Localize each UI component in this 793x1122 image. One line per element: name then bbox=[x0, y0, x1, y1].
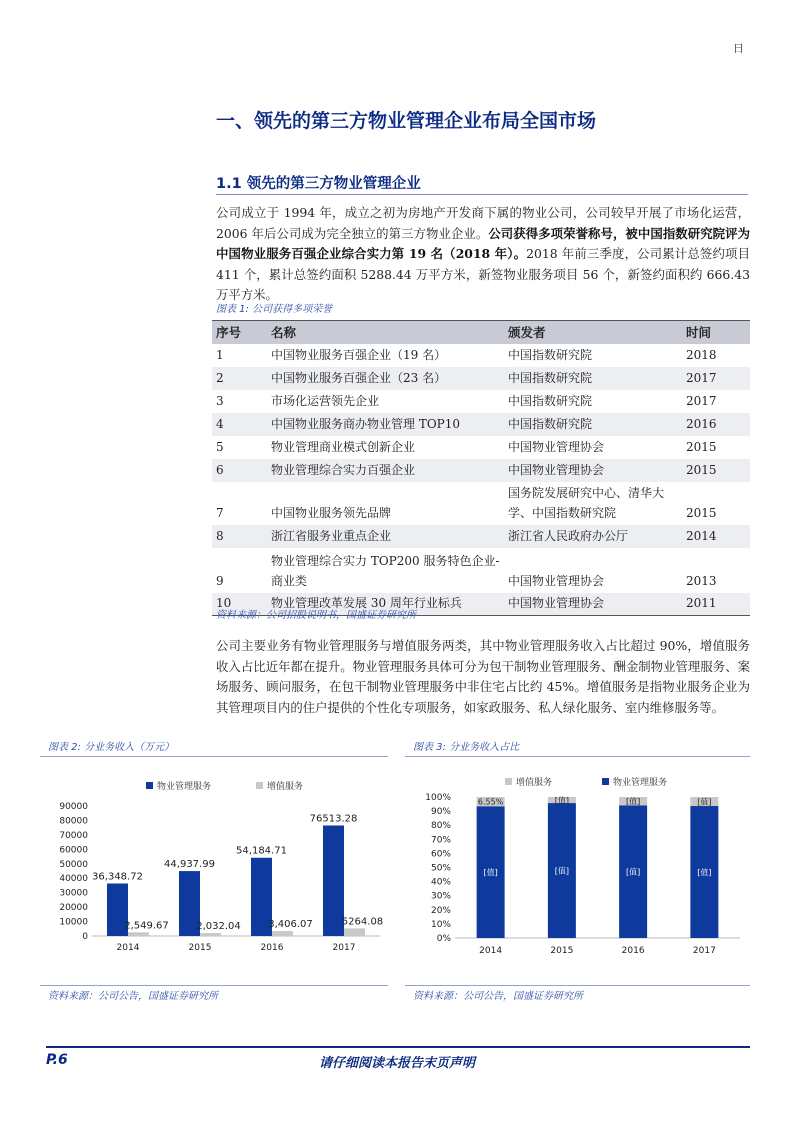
cell-no: 1 bbox=[216, 347, 224, 362]
cell-no: 6 bbox=[212, 459, 267, 482]
cell-issuer: 浙江省人民政府办公厅 bbox=[504, 525, 682, 548]
y-tick-label: 0 bbox=[82, 932, 88, 942]
x-tick-label: 2014 bbox=[479, 946, 503, 956]
data-label: [值] bbox=[697, 868, 712, 878]
table-row bbox=[212, 459, 750, 482]
y-tick-label: 50% bbox=[430, 863, 451, 874]
bar-value-added bbox=[344, 928, 365, 936]
cell-name: 中国物业服务领先品牌 bbox=[271, 505, 392, 520]
footer-divider bbox=[46, 1046, 750, 1048]
data-label: 76513.28 bbox=[309, 813, 358, 825]
y-tick-label: 20000 bbox=[59, 903, 88, 914]
x-tick-label: 2014 bbox=[116, 943, 140, 953]
header-name: 名称 bbox=[267, 321, 504, 344]
y-tick-label: 90000 bbox=[59, 802, 88, 812]
legend-label: 增值服务 bbox=[267, 782, 304, 792]
x-tick-label: 2017 bbox=[332, 943, 356, 953]
cell-issuer: 国务院发展研究中心、清华大学、中国指数研究院 bbox=[508, 485, 665, 520]
header-year: 时间 bbox=[682, 321, 750, 344]
y-tick-label: 60% bbox=[430, 849, 451, 860]
cell-issuer: 中国指数研究院 bbox=[508, 393, 593, 408]
y-tick-label: 30% bbox=[430, 891, 451, 902]
table-row bbox=[212, 413, 750, 436]
cell-name: 市场化运营领先企业 bbox=[271, 393, 380, 408]
revenue-share-chart bbox=[405, 760, 750, 982]
table-row bbox=[212, 344, 750, 367]
cell-year: 2017 bbox=[686, 393, 717, 408]
x-tick-label: 2016 bbox=[621, 946, 645, 956]
subsection-divider bbox=[216, 194, 748, 195]
cell-no: 2 bbox=[212, 367, 267, 390]
y-tick-label: 0% bbox=[436, 934, 451, 944]
intro-text-1: 公司成立于 1994 年，成立之初为房地产开发商下属的物业公司，公司较早开展了市场化运营，2006 年后公司成为完全独立的第三方物业企业。 bbox=[216, 205, 750, 241]
subsection-title: 1.1 领先的第三方物业管理企业 bbox=[216, 176, 421, 192]
y-tick-label: 80000 bbox=[59, 816, 88, 827]
table-row bbox=[212, 367, 750, 390]
table-row bbox=[212, 436, 750, 459]
cell-year: 2013 bbox=[686, 573, 717, 588]
y-tick-label: 80% bbox=[430, 821, 451, 832]
cell-no: 9 bbox=[216, 573, 224, 588]
x-tick-label: 2015 bbox=[188, 943, 212, 953]
footer-disclaimer: 请仔细阅读本报告末页声明 bbox=[318, 1056, 475, 1071]
y-tick-label: 70% bbox=[430, 835, 451, 846]
chart3-caption: 图表 3: 分业务收入占比 bbox=[413, 742, 520, 753]
data-label: 2,549.67 bbox=[124, 920, 169, 932]
cell-issuer: 中国指数研究院 bbox=[504, 413, 682, 436]
business-paragraph bbox=[216, 636, 750, 718]
cell-issuer: 中国物业管理协会 bbox=[508, 573, 605, 588]
data-label: 44,937.99 bbox=[164, 859, 215, 871]
chart2-caption: 图表 2: 分业务收入（万元） bbox=[48, 742, 175, 753]
y-tick-label: 50000 bbox=[59, 859, 88, 870]
intro-text-2: 2018 年前三季度，公司累计总签约项目 411 个，累计总签约面积 5288.44 万平方米，新签物业服务项目 56 个，新签约面积约 666.43 万平方米。 bbox=[216, 246, 750, 302]
bar-value-added bbox=[128, 932, 149, 936]
cell-name: 物业管理商业模式创新企业 bbox=[271, 439, 416, 454]
cell-no: 7 bbox=[216, 505, 224, 520]
x-tick-label: 2017 bbox=[692, 946, 716, 956]
section-title: 一、领先的第三方物业管理企业布局全国市场 bbox=[216, 110, 597, 132]
legend-swatch bbox=[602, 778, 609, 785]
cell-year: 2015 bbox=[686, 439, 717, 454]
data-label: [值] bbox=[554, 796, 569, 806]
y-tick-label: 40% bbox=[430, 877, 451, 888]
data-label: 36,348.72 bbox=[92, 871, 143, 883]
data-label: 6.55% bbox=[477, 797, 504, 807]
cell-year: 2016 bbox=[682, 413, 750, 436]
data-label: 5264.08 bbox=[341, 916, 384, 928]
cell-no: 4 bbox=[212, 413, 267, 436]
table-row bbox=[212, 548, 750, 593]
cell-year: 2015 bbox=[686, 505, 717, 520]
business-text-2: 增值服务是指物业服务企业为其管理项目内的住户提供的个性化专项服务，如家政服务、私人绿化服务、室内维修服务等。 bbox=[216, 679, 751, 715]
cell-issuer: 中国物业管理协会 bbox=[504, 459, 682, 482]
chart3-source: 资料来源：公司公告，国盛证券研究所 bbox=[413, 991, 583, 1002]
data-label: 3,406.07 bbox=[268, 919, 313, 931]
table-row bbox=[212, 390, 750, 413]
y-tick-label: 10% bbox=[430, 919, 451, 930]
data-label: [值] bbox=[626, 797, 641, 807]
data-label: [值] bbox=[483, 868, 498, 878]
bar-value-added bbox=[272, 931, 293, 936]
cell-issuer: 中国物业管理协会 bbox=[508, 439, 605, 454]
y-tick-label: 40000 bbox=[59, 874, 88, 885]
legend-label: 增值服务 bbox=[516, 778, 553, 788]
cell-name: 物业管理改革发展 30 周年行业标兵 bbox=[267, 593, 504, 616]
legend-label: 物业管理服务 bbox=[157, 782, 212, 792]
table1-caption: 图表 1: 公司获得多项荣誉 bbox=[216, 304, 333, 315]
cell-name: 中国物业服务商办物业管理 TOP10 bbox=[267, 413, 504, 436]
cell-issuer: 中国物业管理协会 bbox=[504, 593, 682, 616]
data-label: [值] bbox=[554, 866, 569, 876]
data-label: 54,184.71 bbox=[236, 845, 287, 857]
cell-no: 10 bbox=[212, 593, 267, 616]
y-tick-label: 100% bbox=[425, 793, 451, 803]
cell-year: 2015 bbox=[682, 459, 750, 482]
cell-year: 2018 bbox=[686, 347, 717, 362]
table-header-row bbox=[212, 321, 750, 344]
chart2-bottom-rule bbox=[40, 985, 388, 986]
header-corner-text: 日 bbox=[733, 42, 744, 55]
chart2-source: 资料来源：公司公告，国盛证券研究所 bbox=[48, 991, 218, 1002]
cell-year: 2011 bbox=[682, 593, 750, 616]
cell-no: 3 bbox=[216, 393, 224, 408]
legend-swatch bbox=[256, 782, 263, 789]
awards-table bbox=[212, 320, 750, 616]
x-tick-label: 2016 bbox=[260, 943, 284, 953]
y-tick-label: 30000 bbox=[59, 888, 88, 899]
chart2-top-rule bbox=[40, 756, 388, 757]
cell-no: 5 bbox=[216, 439, 224, 454]
y-tick-label: 90% bbox=[430, 807, 451, 818]
table-row bbox=[212, 482, 750, 525]
intro-paragraph bbox=[216, 203, 750, 306]
business-text-1: 公司主要业务有物业管理服务与增值服务两类，其中物业管理服务收入占比超过 90%，增值服务收入占比近年都在提升。物业管理服务具体可分为包干制物业管理服务、酬金制物业管理服务、案场服务、顾问服务，在包干制物业管理服务中非住宅占比约 45%。 bbox=[216, 638, 750, 694]
cell-name: 中国物业服务百强企业（19 名） bbox=[271, 347, 447, 362]
y-tick-label: 70000 bbox=[59, 830, 88, 841]
y-tick-label: 10000 bbox=[59, 917, 88, 928]
chart3-top-rule bbox=[405, 756, 750, 757]
revenue-bar-chart bbox=[40, 760, 388, 982]
table-row bbox=[212, 525, 750, 548]
cell-name: 物业管理综合实力百强企业 bbox=[267, 459, 504, 482]
table1-source: 资料来源：公司招股说明书，国盛证券研究所 bbox=[216, 610, 416, 621]
x-tick-label: 2015 bbox=[550, 946, 574, 956]
cell-year: 2017 bbox=[682, 367, 750, 390]
cell-name: 物业管理综合实力 TOP200 服务特色企业-商业类 bbox=[271, 553, 500, 588]
chart3-bottom-rule bbox=[405, 985, 750, 986]
intro-text-bold: 公司获得多项荣誉称号，被中国指数研究院评为中国物业服务百强企业综合实力第 19 名（2018 年）。 bbox=[216, 225, 750, 261]
header-issuer: 颁发者 bbox=[504, 321, 682, 344]
bar-value-added bbox=[200, 933, 221, 936]
cell-name: 浙江省服务业重点企业 bbox=[267, 525, 504, 548]
cell-issuer: 中国指数研究院 bbox=[508, 347, 593, 362]
y-tick-label: 20% bbox=[430, 905, 451, 916]
header-no: 序号 bbox=[212, 321, 267, 344]
data-label: [值] bbox=[697, 797, 712, 807]
data-label: 2,032.04 bbox=[196, 921, 241, 933]
data-label: [值] bbox=[626, 867, 641, 877]
legend-swatch bbox=[146, 782, 153, 789]
cell-no: 8 bbox=[212, 525, 267, 548]
legend-swatch bbox=[505, 778, 512, 785]
cell-name: 中国物业服务百强企业（23 名） bbox=[267, 367, 504, 390]
page-number: P.6 bbox=[46, 1052, 68, 1068]
cell-year: 2014 bbox=[682, 525, 750, 548]
y-tick-label: 60000 bbox=[59, 845, 88, 856]
legend-label: 物业管理服务 bbox=[613, 778, 668, 788]
cell-issuer: 中国指数研究院 bbox=[504, 367, 682, 390]
